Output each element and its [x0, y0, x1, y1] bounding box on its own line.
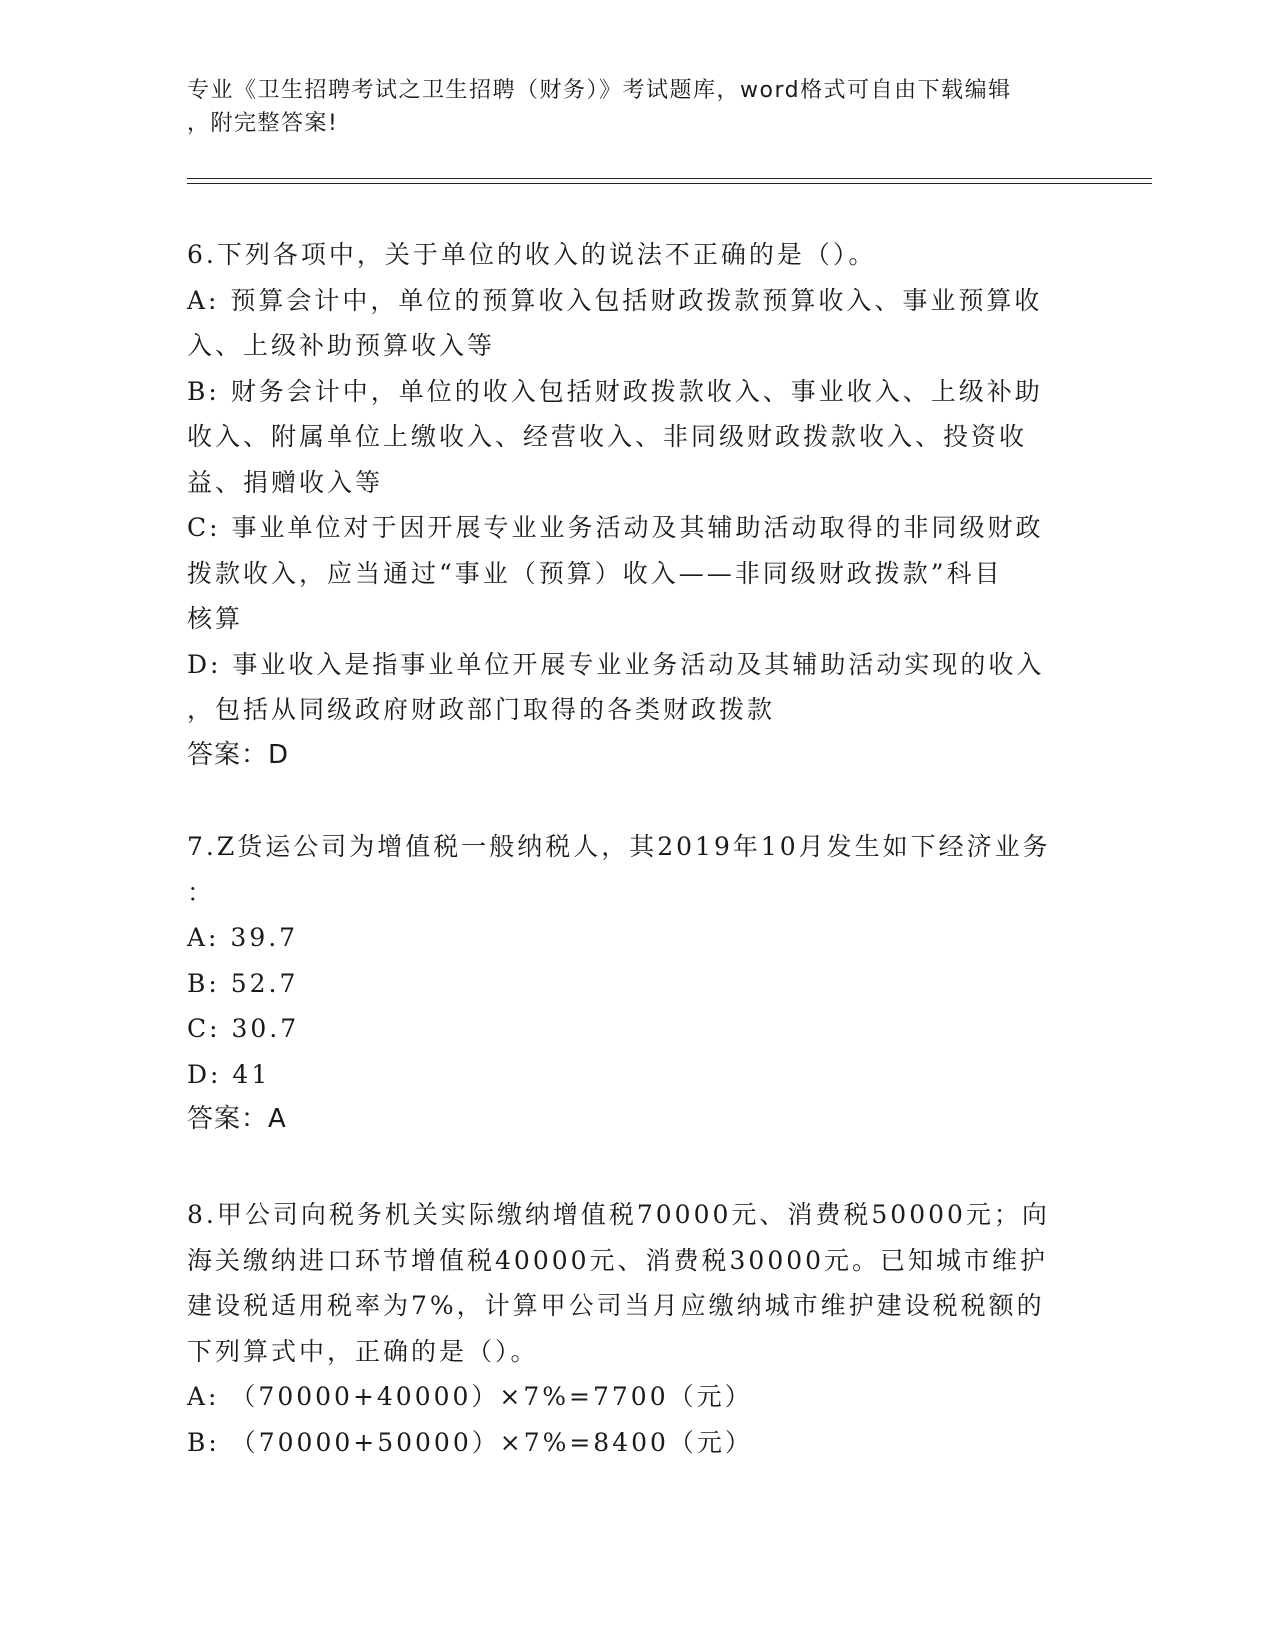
option-c-cont: 核算 — [187, 604, 244, 633]
question-stem: 8.甲公司向税务机关实际缴纳增值税70000元、消费税50000元；向 — [187, 1200, 1050, 1229]
question-stem: 7.Z货运公司为增值税一般纳税人，其2019年10月发生如下经济业务 — [187, 832, 1051, 861]
option-b-cont: 益、捐赠收入等 — [187, 467, 384, 497]
option-d: D: 事业收入是指事业单位开展专业业务活动及其辅助活动实现的收入 — [187, 649, 1045, 679]
option-b-cont: 收入、附属单位上缴收入、经营收入、非同级财政拨款收入、投资收 — [187, 422, 1028, 451]
option-d-cont: ，包括从同级政府财政部门取得的各类财政拨款 — [187, 695, 776, 724]
question-stem-cont: 下列算式中，正确的是（）。 — [187, 1336, 539, 1366]
option-c: C: 30.7 — [187, 1014, 300, 1043]
header-line-2: ，附完整答案! — [187, 111, 339, 136]
option-a-cont: 入、上级补助预算收入等 — [187, 331, 496, 360]
question-stem-cont: 建设税适用税率为7%，计算甲公司当月应缴纳城市维护建设税税额的 — [187, 1291, 1045, 1320]
answer-label: 答案：A — [187, 1104, 287, 1134]
question-stem: 6.下列各项中，关于单位的收入的说法不正确的是（）。 — [187, 240, 877, 269]
question-6 — [187, 232, 1087, 778]
question-7 — [187, 824, 1087, 1143]
question-8 — [187, 1192, 1087, 1465]
option-c: C: 事业单位对于因开展专业业务活动及其辅助活动取得的非同级财政 — [187, 513, 1044, 542]
option-a: A: （70000+40000）×7%=7700（元） — [187, 1382, 753, 1411]
option-b: B: 52.7 — [187, 968, 299, 998]
option-c-cont: 拨款收入，应当通过“事业（预算）收入——非同级财政拨款”科目 — [187, 558, 1003, 588]
option-b: B: （70000+50000）×7%=8400（元） — [187, 1427, 753, 1457]
question-stem-cont: 海关缴纳进口环节增值税40000元、消费税30000元。已知城市维护 — [187, 1245, 1049, 1275]
header-line-1: 专业《卫生招聘考试之卫生招聘（财务）》考试题库，word格式可自由下载编辑 — [187, 78, 1012, 103]
document-header — [187, 74, 1067, 140]
option-b: B: 财务会计中，单位的收入包括财政拨款收入、事业收入、上级补助 — [187, 376, 1043, 406]
question-stem-cont: ： — [187, 877, 216, 907]
option-a: A: 39.7 — [187, 923, 299, 952]
option-d: D: 41 — [187, 1059, 271, 1089]
answer-label: 答案：D — [187, 739, 290, 770]
option-a: A: 预算会计中，单位的预算收入包括财政拨款预算收入、事业预算收 — [187, 285, 1043, 315]
header-divider-bottom — [187, 183, 1152, 184]
header-divider-top — [187, 178, 1152, 179]
